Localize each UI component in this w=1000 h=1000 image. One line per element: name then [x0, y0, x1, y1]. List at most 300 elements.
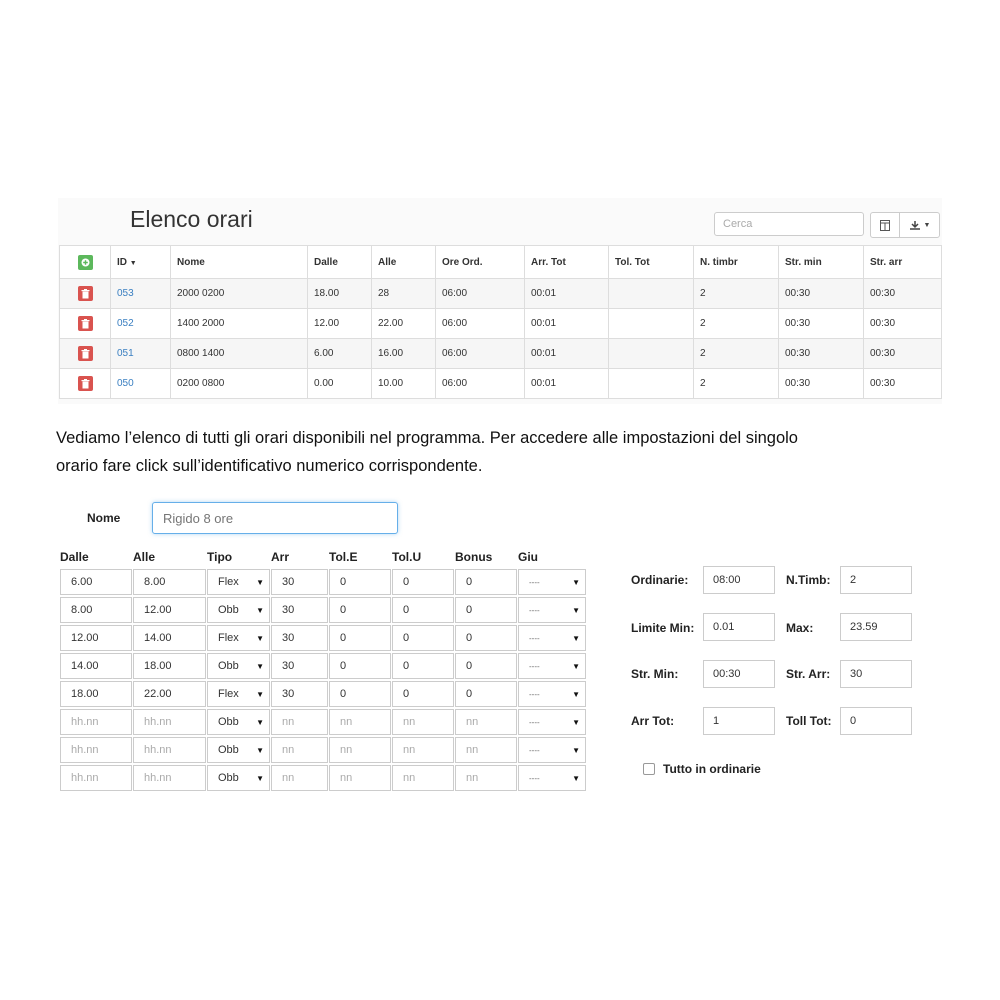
export-icon [909, 220, 921, 230]
page-title: Elenco orari [130, 206, 253, 232]
cell-alle: 10.00 [372, 369, 436, 399]
slot-tol-e-input[interactable] [329, 569, 391, 595]
column-header-ore-ord: Ore Ord. [436, 246, 525, 279]
slot-value: hh.nn [144, 772, 172, 784]
delete-orario-button[interactable] [78, 286, 93, 301]
slot-dalle-input[interactable] [60, 681, 132, 707]
slot-dalle-input[interactable] [60, 625, 132, 651]
cell-arr-tot: 00:01 [525, 339, 609, 369]
slot-tipo-select[interactable] [207, 597, 270, 623]
slot-header-giu: Giu [518, 550, 538, 564]
slot-value: 0 [403, 576, 410, 588]
slot-giu-select[interactable] [518, 681, 586, 707]
slot-bonus-input[interactable] [455, 653, 517, 679]
slot-cell [518, 764, 587, 792]
slots-header-row [60, 548, 587, 568]
slot-header-tol-e: Tol.E [329, 550, 358, 564]
limite-min-input[interactable]: 0.01 [703, 613, 775, 641]
slot-tol-u-input[interactable] [392, 765, 454, 791]
nome-input[interactable] [152, 502, 398, 534]
slot-alle-input[interactable] [133, 737, 206, 763]
toll-tot-label: Toll Tot: [786, 714, 832, 728]
slot-header-bonus: Bonus [455, 550, 493, 564]
time-slot-row [60, 764, 587, 792]
column-header-id[interactable] [111, 246, 171, 279]
slot-value: 0 [340, 688, 347, 700]
slot-cell [271, 624, 329, 652]
slot-value: 30 [282, 604, 295, 616]
delete-cell [60, 369, 111, 399]
delete-cell [60, 339, 111, 369]
slot-cell [455, 708, 518, 736]
cell-arr-tot: 00:01 [525, 279, 609, 309]
slot-cell [271, 764, 329, 792]
intro-line-1: Vediamo l’elenco di tutti gli orari disponibili nel programma. Per accedere alle impostazioni del singolo [56, 429, 798, 447]
ntimb-label: N.Timb: [786, 573, 831, 587]
max-input[interactable]: 23.59 [840, 613, 912, 641]
cell-alle: 28 [372, 279, 436, 309]
str-arr-input[interactable]: 30 [840, 660, 912, 688]
slot-value: 0 [466, 660, 473, 672]
slot-tol-e-input[interactable] [329, 625, 391, 651]
slot-cell [329, 624, 392, 652]
slot-arr-input[interactable] [271, 597, 328, 623]
cell-n-timbr: 2 [694, 339, 779, 369]
slot-value: nn [340, 772, 353, 784]
slot-value: nn [403, 716, 416, 728]
slot-dalle-input[interactable] [60, 597, 132, 623]
table-row [60, 309, 942, 339]
slot-value: ---- [529, 717, 540, 727]
slot-cell [392, 596, 455, 624]
slot-arr-input[interactable] [271, 737, 328, 763]
column-header-dalle: Dalle [308, 246, 372, 279]
cell-str-min: 00:30 [779, 369, 864, 399]
id-cell [111, 309, 171, 339]
slot-value: 30 [282, 632, 295, 644]
column-header-nome: Nome [171, 246, 308, 279]
slot-value: ---- [529, 605, 540, 615]
orario-id-link[interactable]: 052 [117, 318, 134, 329]
caret-down-icon: ▼ [256, 633, 264, 643]
trash-icon [81, 349, 90, 359]
slot-cell [271, 596, 329, 624]
slot-header-dalle: Dalle [60, 550, 89, 564]
cell-ore-ord: 06:00 [436, 369, 525, 399]
slot-cell [392, 708, 455, 736]
slot-tipo-select[interactable] [207, 681, 270, 707]
search-input[interactable] [714, 212, 864, 236]
slot-cell [133, 708, 207, 736]
trash-icon [81, 289, 90, 299]
slot-arr-input[interactable] [271, 569, 328, 595]
cell-str-arr: 00:30 [864, 369, 942, 399]
caret-down-icon: ▼ [572, 661, 580, 671]
str-min-input[interactable]: 00:30 [703, 660, 775, 688]
slot-cell [133, 680, 207, 708]
cell-nome: 0800 1400 [171, 339, 308, 369]
slot-bonus-input[interactable] [455, 709, 517, 735]
time-slot-row [60, 568, 587, 596]
cell-tol-tot [609, 339, 694, 369]
slot-giu-select[interactable] [518, 737, 586, 763]
slot-value: 18.00 [144, 660, 172, 672]
slot-value: nn [466, 744, 479, 756]
slot-tipo-select[interactable] [207, 709, 270, 735]
cell-nome: 0200 0800 [171, 369, 308, 399]
slot-cell [271, 680, 329, 708]
slot-dalle-input[interactable] [60, 709, 132, 735]
slot-header-arr: Arr [271, 550, 290, 564]
caret-down-icon: ▼ [572, 745, 580, 755]
tutto-in-ordinarie-label: Tutto in ordinarie [663, 762, 761, 776]
slot-value: 0 [340, 632, 347, 644]
cell-str-arr: 00:30 [864, 279, 942, 309]
slot-value: ---- [529, 633, 540, 643]
slot-tol-e-input[interactable] [329, 653, 391, 679]
delete-cell [60, 309, 111, 339]
slot-alle-input[interactable] [133, 709, 206, 735]
caret-down-icon: ▼ [572, 605, 580, 615]
columns-toggle-button[interactable] [870, 212, 900, 238]
slot-tol-e-input[interactable] [329, 765, 391, 791]
slot-dalle-input[interactable] [60, 737, 132, 763]
cell-arr-tot: 00:01 [525, 369, 609, 399]
slot-cell [518, 736, 587, 764]
plus-circle-icon [81, 258, 90, 267]
slot-cell [329, 652, 392, 680]
slot-cell [207, 680, 271, 708]
time-slots-table [60, 548, 587, 792]
slot-value: Obb [218, 772, 239, 784]
slot-value: nn [340, 744, 353, 756]
caret-down-icon: ▼ [572, 577, 580, 587]
slot-tipo-select[interactable] [207, 569, 270, 595]
slot-value: 30 [282, 688, 295, 700]
slot-giu-select[interactable] [518, 709, 586, 735]
slot-tol-u-input[interactable] [392, 737, 454, 763]
slot-value: 22.00 [144, 688, 172, 700]
cell-str-min: 00:30 [779, 339, 864, 369]
slot-giu-select[interactable] [518, 625, 586, 651]
slot-dalle-input[interactable] [60, 569, 132, 595]
max-label: Max: [786, 621, 814, 635]
slot-value: hh.nn [144, 716, 172, 728]
column-header-str-min: Str. min [779, 246, 864, 279]
slot-cell [207, 624, 271, 652]
slot-value: 14.00 [144, 632, 172, 644]
slot-value: nn [282, 772, 295, 784]
slot-tipo-select[interactable] [207, 653, 270, 679]
slot-value: 0 [340, 576, 347, 588]
slot-value: Obb [218, 744, 239, 756]
cell-alle: 22.00 [372, 309, 436, 339]
slot-cell [133, 652, 207, 680]
slot-alle-input[interactable] [133, 625, 206, 651]
cell-arr-tot: 00:01 [525, 309, 609, 339]
str-min-label: Str. Min: [631, 667, 679, 681]
slot-bonus-input[interactable] [455, 569, 517, 595]
slot-value: nn [340, 716, 353, 728]
slot-value: Obb [218, 660, 239, 672]
slot-tol-u-input[interactable] [392, 625, 454, 651]
table-row [60, 279, 942, 309]
slot-cell [392, 764, 455, 792]
slot-value: Obb [218, 604, 239, 616]
slot-cell [60, 708, 133, 736]
slot-giu-select[interactable] [518, 569, 586, 595]
cell-tol-tot [609, 369, 694, 399]
arr-tot-input[interactable]: 1 [703, 707, 775, 735]
slot-cell [455, 764, 518, 792]
slot-value: ---- [529, 577, 540, 587]
slot-cell [133, 624, 207, 652]
ntimb-input[interactable]: 2 [840, 566, 912, 594]
slot-value: hh.nn [144, 744, 172, 756]
slot-cell [392, 568, 455, 596]
cell-nome: 2000 0200 [171, 279, 308, 309]
time-slot-row [60, 652, 587, 680]
slot-giu-select[interactable] [518, 597, 586, 623]
slot-cell [518, 680, 587, 708]
table-header-row [60, 246, 942, 279]
slot-cell [133, 596, 207, 624]
slot-value: Flex [218, 688, 239, 700]
orari-list-panel [58, 198, 942, 404]
delete-cell [60, 279, 111, 309]
slot-cell [329, 596, 392, 624]
caret-down-icon: ▼ [256, 773, 264, 783]
tutto-in-ordinarie-checkbox[interactable] [643, 763, 655, 775]
slot-value: ---- [529, 689, 540, 699]
slot-alle-input[interactable] [133, 681, 206, 707]
slot-tol-e-input[interactable] [329, 681, 391, 707]
cell-n-timbr: 2 [694, 279, 779, 309]
slot-tipo-select[interactable] [207, 625, 270, 651]
slot-bonus-input[interactable] [455, 625, 517, 651]
slot-value: 14.00 [71, 660, 99, 672]
slot-header-tol-u: Tol.U [392, 550, 422, 564]
slot-giu-select[interactable] [518, 653, 586, 679]
column-header-arr-tot: Arr. Tot [525, 246, 609, 279]
caret-down-icon: ▼ [256, 577, 264, 587]
slot-tol-u-input[interactable] [392, 569, 454, 595]
slot-value: 12.00 [71, 632, 99, 644]
orario-id-link[interactable]: 050 [117, 378, 134, 389]
time-slot-row [60, 708, 587, 736]
slot-alle-input[interactable] [133, 653, 206, 679]
cell-n-timbr: 2 [694, 309, 779, 339]
slot-value: 0 [340, 604, 347, 616]
ordinarie-input[interactable]: 08:00 [703, 566, 775, 594]
slot-value: Flex [218, 576, 239, 588]
slot-bonus-input[interactable] [455, 681, 517, 707]
slot-cell [392, 652, 455, 680]
cell-dalle: 6.00 [308, 339, 372, 369]
slot-cell [518, 596, 587, 624]
add-orario-button[interactable] [78, 255, 93, 270]
id-cell [111, 339, 171, 369]
slot-tipo-select[interactable] [207, 737, 270, 763]
add-cell [60, 246, 111, 279]
column-header-alle: Alle [372, 246, 436, 279]
slot-value: 0 [340, 660, 347, 672]
slot-cell [455, 568, 518, 596]
slot-arr-input[interactable] [271, 765, 328, 791]
slot-value: 12.00 [144, 604, 172, 616]
slot-cell [207, 764, 271, 792]
slot-tol-e-input[interactable] [329, 597, 391, 623]
slot-cell [455, 736, 518, 764]
slot-tol-e-input[interactable] [329, 709, 391, 735]
slot-arr-input[interactable] [271, 653, 328, 679]
orario-id-link[interactable]: 053 [117, 288, 134, 299]
id-cell [111, 369, 171, 399]
export-button[interactable] [899, 212, 940, 238]
cell-str-arr: 00:30 [864, 339, 942, 369]
cell-tol-tot [609, 279, 694, 309]
slot-cell [455, 596, 518, 624]
slot-value: 8.00 [71, 604, 93, 616]
slot-cell [518, 708, 587, 736]
slot-cell [60, 652, 133, 680]
time-slot-row [60, 624, 587, 652]
slot-value: nn [282, 744, 295, 756]
slot-cell [455, 680, 518, 708]
slot-value: 18.00 [71, 688, 99, 700]
orario-id-link[interactable]: 051 [117, 348, 134, 359]
cell-ore-ord: 06:00 [436, 339, 525, 369]
slot-value: 8.00 [144, 576, 166, 588]
slot-value: 6.00 [71, 576, 93, 588]
slot-cell [271, 708, 329, 736]
caret-down-icon: ▼ [572, 689, 580, 699]
slot-cell [329, 708, 392, 736]
slot-value: ---- [529, 661, 540, 671]
slot-value: 0 [466, 688, 473, 700]
slot-value: 30 [282, 576, 295, 588]
str-arr-label: Str. Arr: [786, 667, 831, 681]
table-row [60, 369, 942, 399]
slot-value: nn [403, 772, 416, 784]
slot-value: hh.nn [71, 716, 99, 728]
slot-header-tipo: Tipo [207, 550, 233, 564]
time-slot-row [60, 680, 587, 708]
toll-tot-input[interactable]: 0 [840, 707, 912, 735]
slot-arr-input[interactable] [271, 681, 328, 707]
slot-tol-e-input[interactable] [329, 737, 391, 763]
column-header-str-arr: Str. arr [864, 246, 942, 279]
slot-value: hh.nn [71, 772, 99, 784]
slot-cell [271, 652, 329, 680]
slot-arr-input[interactable] [271, 709, 328, 735]
slot-bonus-input[interactable] [455, 737, 517, 763]
cell-ore-ord: 06:00 [436, 279, 525, 309]
trash-icon [81, 319, 90, 329]
slot-cell [207, 736, 271, 764]
slot-bonus-input[interactable] [455, 765, 517, 791]
slot-cell [329, 764, 392, 792]
slot-cell [518, 624, 587, 652]
slot-bonus-input[interactable] [455, 597, 517, 623]
caret-down-icon: ▼ [256, 605, 264, 615]
slot-alle-input[interactable] [133, 569, 206, 595]
delete-orario-button[interactable] [78, 376, 93, 391]
slot-tol-u-input[interactable] [392, 597, 454, 623]
slot-cell [207, 652, 271, 680]
slot-dalle-input[interactable] [60, 765, 132, 791]
slot-value: nn [403, 744, 416, 756]
slot-header-alle: Alle [133, 550, 156, 564]
slot-cell [329, 680, 392, 708]
slot-alle-input[interactable] [133, 597, 206, 623]
intro-paragraph [56, 424, 956, 480]
caret-down-icon: ▼ [256, 689, 264, 699]
slot-cell [207, 568, 271, 596]
slot-tol-u-input[interactable] [392, 709, 454, 735]
slot-value: 0 [403, 688, 410, 700]
slot-cell [133, 764, 207, 792]
caret-down-icon: ▼ [256, 717, 264, 727]
cell-str-arr: 00:30 [864, 309, 942, 339]
delete-orario-button[interactable] [78, 316, 93, 331]
cell-alle: 16.00 [372, 339, 436, 369]
slot-value: 0 [466, 632, 473, 644]
cell-dalle: 12.00 [308, 309, 372, 339]
slot-cell [518, 568, 587, 596]
slot-arr-input[interactable] [271, 625, 328, 651]
slot-value: hh.nn [71, 744, 99, 756]
time-slot-row [60, 596, 587, 624]
slot-value: 0 [403, 604, 410, 616]
slot-giu-select[interactable] [518, 765, 586, 791]
slot-tol-u-input[interactable] [392, 653, 454, 679]
caret-down-icon: ▼ [256, 661, 264, 671]
slot-cell [60, 624, 133, 652]
id-cell [111, 279, 171, 309]
slot-cell [329, 736, 392, 764]
caret-down-icon: ▼ [256, 745, 264, 755]
slot-cell [133, 568, 207, 596]
cell-tol-tot [609, 309, 694, 339]
slot-tipo-select[interactable] [207, 765, 270, 791]
arr-tot-label: Arr Tot: [631, 714, 675, 728]
slot-cell [60, 568, 133, 596]
delete-orario-button[interactable] [78, 346, 93, 361]
slot-tol-u-input[interactable] [392, 681, 454, 707]
table-row [60, 339, 942, 369]
slot-value: ---- [529, 773, 540, 783]
slot-value: nn [466, 716, 479, 728]
slot-value: nn [282, 716, 295, 728]
slot-value: 0 [403, 660, 410, 672]
column-header-tol-tot: Tol. Tot [609, 246, 694, 279]
intro-line-2: orario fare click sull’identificativo numerico corrispondente. [56, 457, 483, 475]
slot-cell [207, 708, 271, 736]
slot-cell [455, 652, 518, 680]
slot-alle-input[interactable] [133, 765, 206, 791]
slot-value: ---- [529, 745, 540, 755]
slot-cell [60, 596, 133, 624]
slot-dalle-input[interactable] [60, 653, 132, 679]
slot-cell [518, 652, 587, 680]
tutto-in-ordinarie-row [643, 762, 761, 776]
slot-cell [455, 624, 518, 652]
cell-str-min: 00:30 [779, 279, 864, 309]
slot-value: Obb [218, 716, 239, 728]
slot-cell [392, 680, 455, 708]
trash-icon [81, 379, 90, 389]
